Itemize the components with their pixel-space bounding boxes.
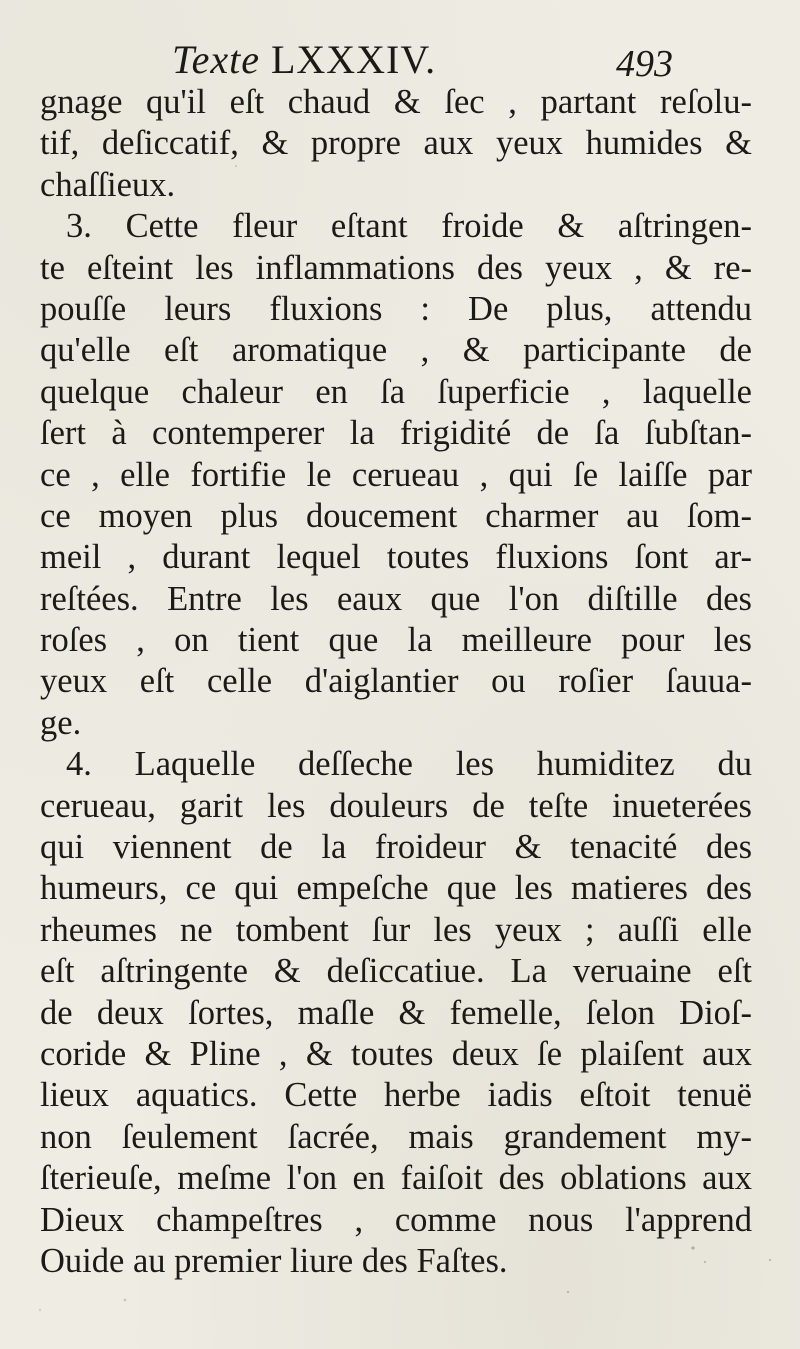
text-line: Ouide au premier liure des Faſtes. — [40, 1241, 508, 1280]
text-line: te eſteint les inflammations des yeux , & re- — [40, 248, 752, 287]
text-line: qu'elle eſt aromatique , & participante de — [40, 331, 752, 370]
page-number: 493 — [616, 43, 673, 85]
paper-speck — [39, 1309, 41, 1311]
paper-speck — [567, 1291, 569, 1293]
text-line: qui viennent de la froideur & tenacité des — [40, 828, 752, 867]
text-line: non ſeulement ſacrée, mais grandement my- — [40, 1117, 752, 1156]
running-title — [172, 36, 436, 83]
text-line: pouſſe leurs fluxions : De plus, attendu — [40, 289, 752, 328]
text-line: quelque chaleur en ſa ſuperficie , laquelle — [40, 372, 752, 411]
text-line: meil , durant lequel toutes fluxions ſont ar- — [40, 538, 752, 577]
text-line: gnage qu'il eſt chaud & ſec , partant reſolu- — [40, 83, 752, 121]
text-line: ge. — [40, 703, 82, 742]
text-line: ſterieuſe, meſme l'on en faiſoit des oblations aux — [40, 1159, 752, 1198]
text-line: lieux aquatics. Cette herbe iadis eſtoit tenuë — [40, 1076, 752, 1115]
running-title-numeral: LXXXIV. — [270, 37, 437, 82]
text-line: roſes , on tient que la meilleure pour les — [40, 621, 752, 660]
text-line: chaſſieux. — [40, 165, 176, 204]
text-line: de deux ſortes, maſle & femelle, ſelon Dioſ- — [40, 993, 752, 1032]
text-line: reſtées. Entre les eaux que l'on diſtille des — [40, 579, 752, 618]
text-line: cerueau, garit les douleurs de teſte inueterées — [40, 786, 752, 825]
text-line: ce , elle fortifie le cerueau , qui ſe laiſſe par — [40, 455, 752, 494]
text-line: tif, deſiccatif, & propre aux yeux humides & — [40, 124, 752, 163]
paragraph-start-line: 4. Laquelle deſſeche les humiditez du — [66, 745, 752, 784]
paper-speck — [124, 1299, 127, 1302]
text-line: humeurs, ce qui empeſche que les matieres des — [40, 869, 752, 908]
body-text — [40, 82, 752, 1282]
running-title-label: Texte — [172, 37, 260, 82]
text-line: Dieux champeſtres , comme nous l'apprend — [40, 1200, 752, 1239]
text-line: ce moyen plus doucement charmer au ſom- — [40, 496, 752, 535]
text-line: ſert à contemperer la frigidité de ſa ſubſtan- — [40, 414, 752, 453]
text-line: eſt aſtringente & deſiccatiue. La veruaine eſt — [40, 952, 752, 991]
paper-speck — [769, 1259, 771, 1261]
text-line: rheumes ne tombent ſur les yeux ; auſſi elle — [40, 910, 752, 949]
text-line: yeux eſt celle d'aiglantier ou roſier ſauua- — [40, 662, 752, 701]
paragraph-start-line: 3. Cette fleur eſtant froide & aſtringen- — [66, 207, 752, 246]
page-header — [0, 30, 800, 85]
text-line: coride & Pline , & toutes deux ſe plaiſent aux — [40, 1034, 752, 1073]
